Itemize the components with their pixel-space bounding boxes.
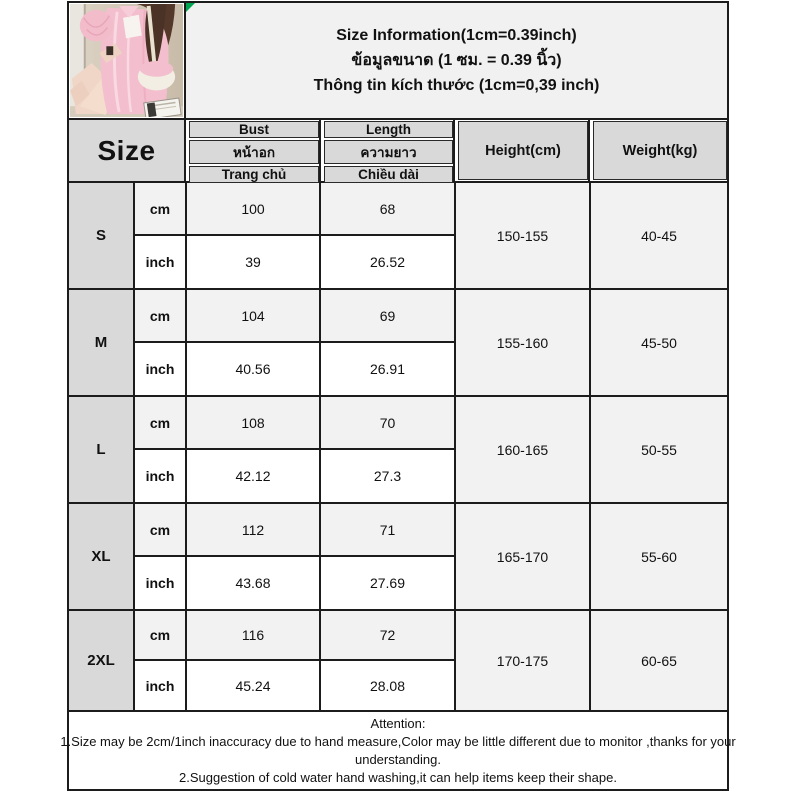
attention-line-3: 2.Suggestion of cold water hand washing,it can help items keep their shape. <box>179 769 617 785</box>
weight-column-header: Weight(kg) <box>590 120 727 181</box>
bust-cm-value: 116 <box>187 611 321 661</box>
size-label: S <box>69 183 135 288</box>
length-inch-value: 28.08 <box>321 661 456 710</box>
unit-cm-label: cm <box>135 183 187 236</box>
size-chart-sheet <box>60 1 736 791</box>
unit-inch-label: inch <box>135 557 187 609</box>
weight-value: 55-60 <box>591 504 727 609</box>
unit-cm-label: cm <box>135 290 187 343</box>
size-row-xl <box>69 504 727 611</box>
bust-label-th: หน้าอก <box>189 140 319 164</box>
bust-inch-value: 45.24 <box>187 661 321 710</box>
unit-inch-label: inch <box>135 343 187 395</box>
bust-label-en: Bust <box>189 121 319 138</box>
bust-inch-value: 39 <box>187 236 321 288</box>
attention-line-2: understanding. <box>354 751 441 767</box>
length-cm-value: 71 <box>321 504 456 557</box>
length-cm-value: 69 <box>321 290 456 343</box>
weight-value: 50-55 <box>591 397 727 502</box>
unit-cm-label: cm <box>135 397 187 450</box>
size-label: L <box>69 397 135 502</box>
title-block <box>186 3 727 118</box>
title-vietnamese: Thông tin kích thước (1cm=0,39 inch) <box>313 77 600 94</box>
height-column-header: Height(cm) <box>455 120 590 181</box>
column-header-row <box>69 120 727 183</box>
length-column-header <box>321 120 455 181</box>
length-label-en: Length <box>324 121 453 138</box>
size-row-2xl <box>69 611 727 712</box>
bust-cm-value: 100 <box>187 183 321 236</box>
unit-cm-label: cm <box>135 504 187 557</box>
bust-column-header <box>186 120 321 181</box>
height-value: 155-160 <box>456 290 591 395</box>
length-cm-value: 72 <box>321 611 456 661</box>
length-inch-value: 27.3 <box>321 450 456 502</box>
product-photo <box>69 3 186 118</box>
height-value: 150-155 <box>456 183 591 288</box>
bust-cm-value: 108 <box>187 397 321 450</box>
unit-cm-label: cm <box>135 611 187 661</box>
size-row-s <box>69 183 727 290</box>
size-row-l <box>69 397 727 504</box>
length-inch-value: 27.69 <box>321 557 456 609</box>
title-thai: ข้อมูลขนาด (1 ซม. = 0.39 นิ้ว) <box>351 52 562 69</box>
bust-label-vi: Trang chủ <box>189 166 319 183</box>
bust-inch-value: 42.12 <box>187 450 321 502</box>
attention-title: Attention: <box>370 715 426 731</box>
unit-inch-label: inch <box>135 450 187 502</box>
weight-value: 60-65 <box>591 611 727 710</box>
size-label: XL <box>69 504 135 609</box>
bust-cm-value: 104 <box>187 290 321 343</box>
size-column-header: Size <box>69 120 186 181</box>
height-value: 160-165 <box>456 397 591 502</box>
size-label: 2XL <box>69 611 135 710</box>
weight-value: 40-45 <box>591 183 727 288</box>
size-label: M <box>69 290 135 395</box>
length-label-th: ความยาว <box>324 140 453 164</box>
green-corner-marker-icon <box>186 3 195 12</box>
length-cm-value: 68 <box>321 183 456 236</box>
weight-value: 45-50 <box>591 290 727 395</box>
attention-note <box>60 712 736 789</box>
model-photo-illustration <box>70 4 183 117</box>
length-inch-value: 26.91 <box>321 343 456 395</box>
top-header <box>69 3 727 120</box>
length-inch-value: 26.52 <box>321 236 456 288</box>
bust-inch-value: 43.68 <box>187 557 321 609</box>
bust-cm-value: 112 <box>187 504 321 557</box>
height-value: 170-175 <box>456 611 591 710</box>
length-label-vi: Chiều dài <box>324 166 453 183</box>
bust-inch-value: 40.56 <box>187 343 321 395</box>
unit-inch-label: inch <box>135 661 187 710</box>
attention-line-1: 1.Size may be 2cm/1inch inaccuracy due to hand measure,Color may be little different due to monitor ,thanks for your <box>60 733 736 749</box>
height-value: 165-170 <box>456 504 591 609</box>
size-row-m <box>69 290 727 397</box>
length-cm-value: 70 <box>321 397 456 450</box>
unit-inch-label: inch <box>135 236 187 288</box>
title-english: Size Information(1cm=0.39inch) <box>336 27 577 44</box>
